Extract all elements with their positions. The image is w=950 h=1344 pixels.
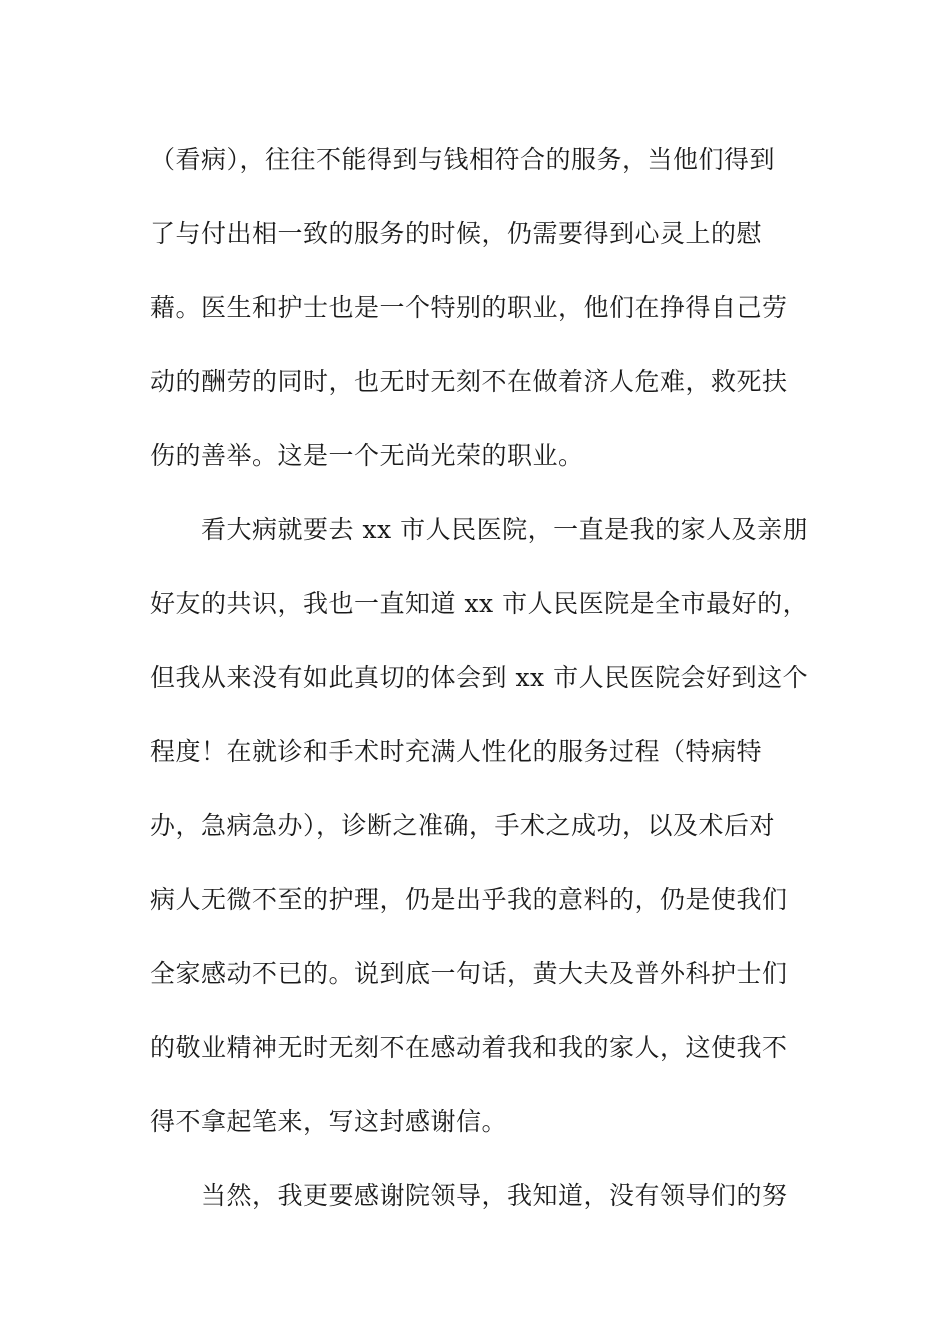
text-line: 了与付出相一致的服务的时候，仍需要得到心灵上的慰 [150, 219, 763, 248]
text-line: 程度！在就诊和手术时充满人性化的服务过程（特病特 [150, 737, 763, 766]
paragraph-start-line: 看大病就要去 xx 市人民医院，一直是我的家人及亲朋 [201, 515, 809, 544]
text-line: 得不拿起笔来，写这封感谢信。 [150, 1107, 508, 1136]
text-line: 藉。医生和护士也是一个特别的职业，他们在挣得自己劳 [150, 293, 788, 322]
text-line: 伤的善举。这是一个无尚光荣的职业。 [150, 441, 584, 470]
paragraph-start-line: 当然，我更要感谢院领导，我知道，没有领导们的努 [201, 1181, 788, 1210]
text-line: 办，急病急办），诊断之准确，手术之成功，以及术后对 [150, 811, 776, 840]
text-line: 全家感动不已的。说到底一句话，黄大夫及普外科护士们 [150, 959, 788, 988]
text-line: 好友的共识，我也一直知道 xx 市人民医院是全市最好的， [150, 589, 809, 618]
text-line: 动的酬劳的同时，也无时无刻不在做着济人危难，救死扶 [150, 367, 788, 396]
text-line: （看病），往往不能得到与钱相符合的服务，当他们得到 [150, 145, 776, 174]
text-line: 但我从来没有如此真切的体会到 xx 市人民医院会好到这个 [150, 663, 809, 692]
text-line: 的敬业精神无时无刻不在感动着我和我的家人，这使我不 [150, 1033, 788, 1062]
letter-body [150, 123, 810, 1233]
text-line: 病人无微不至的护理，仍是出乎我的意料的，仍是使我们 [150, 885, 788, 914]
